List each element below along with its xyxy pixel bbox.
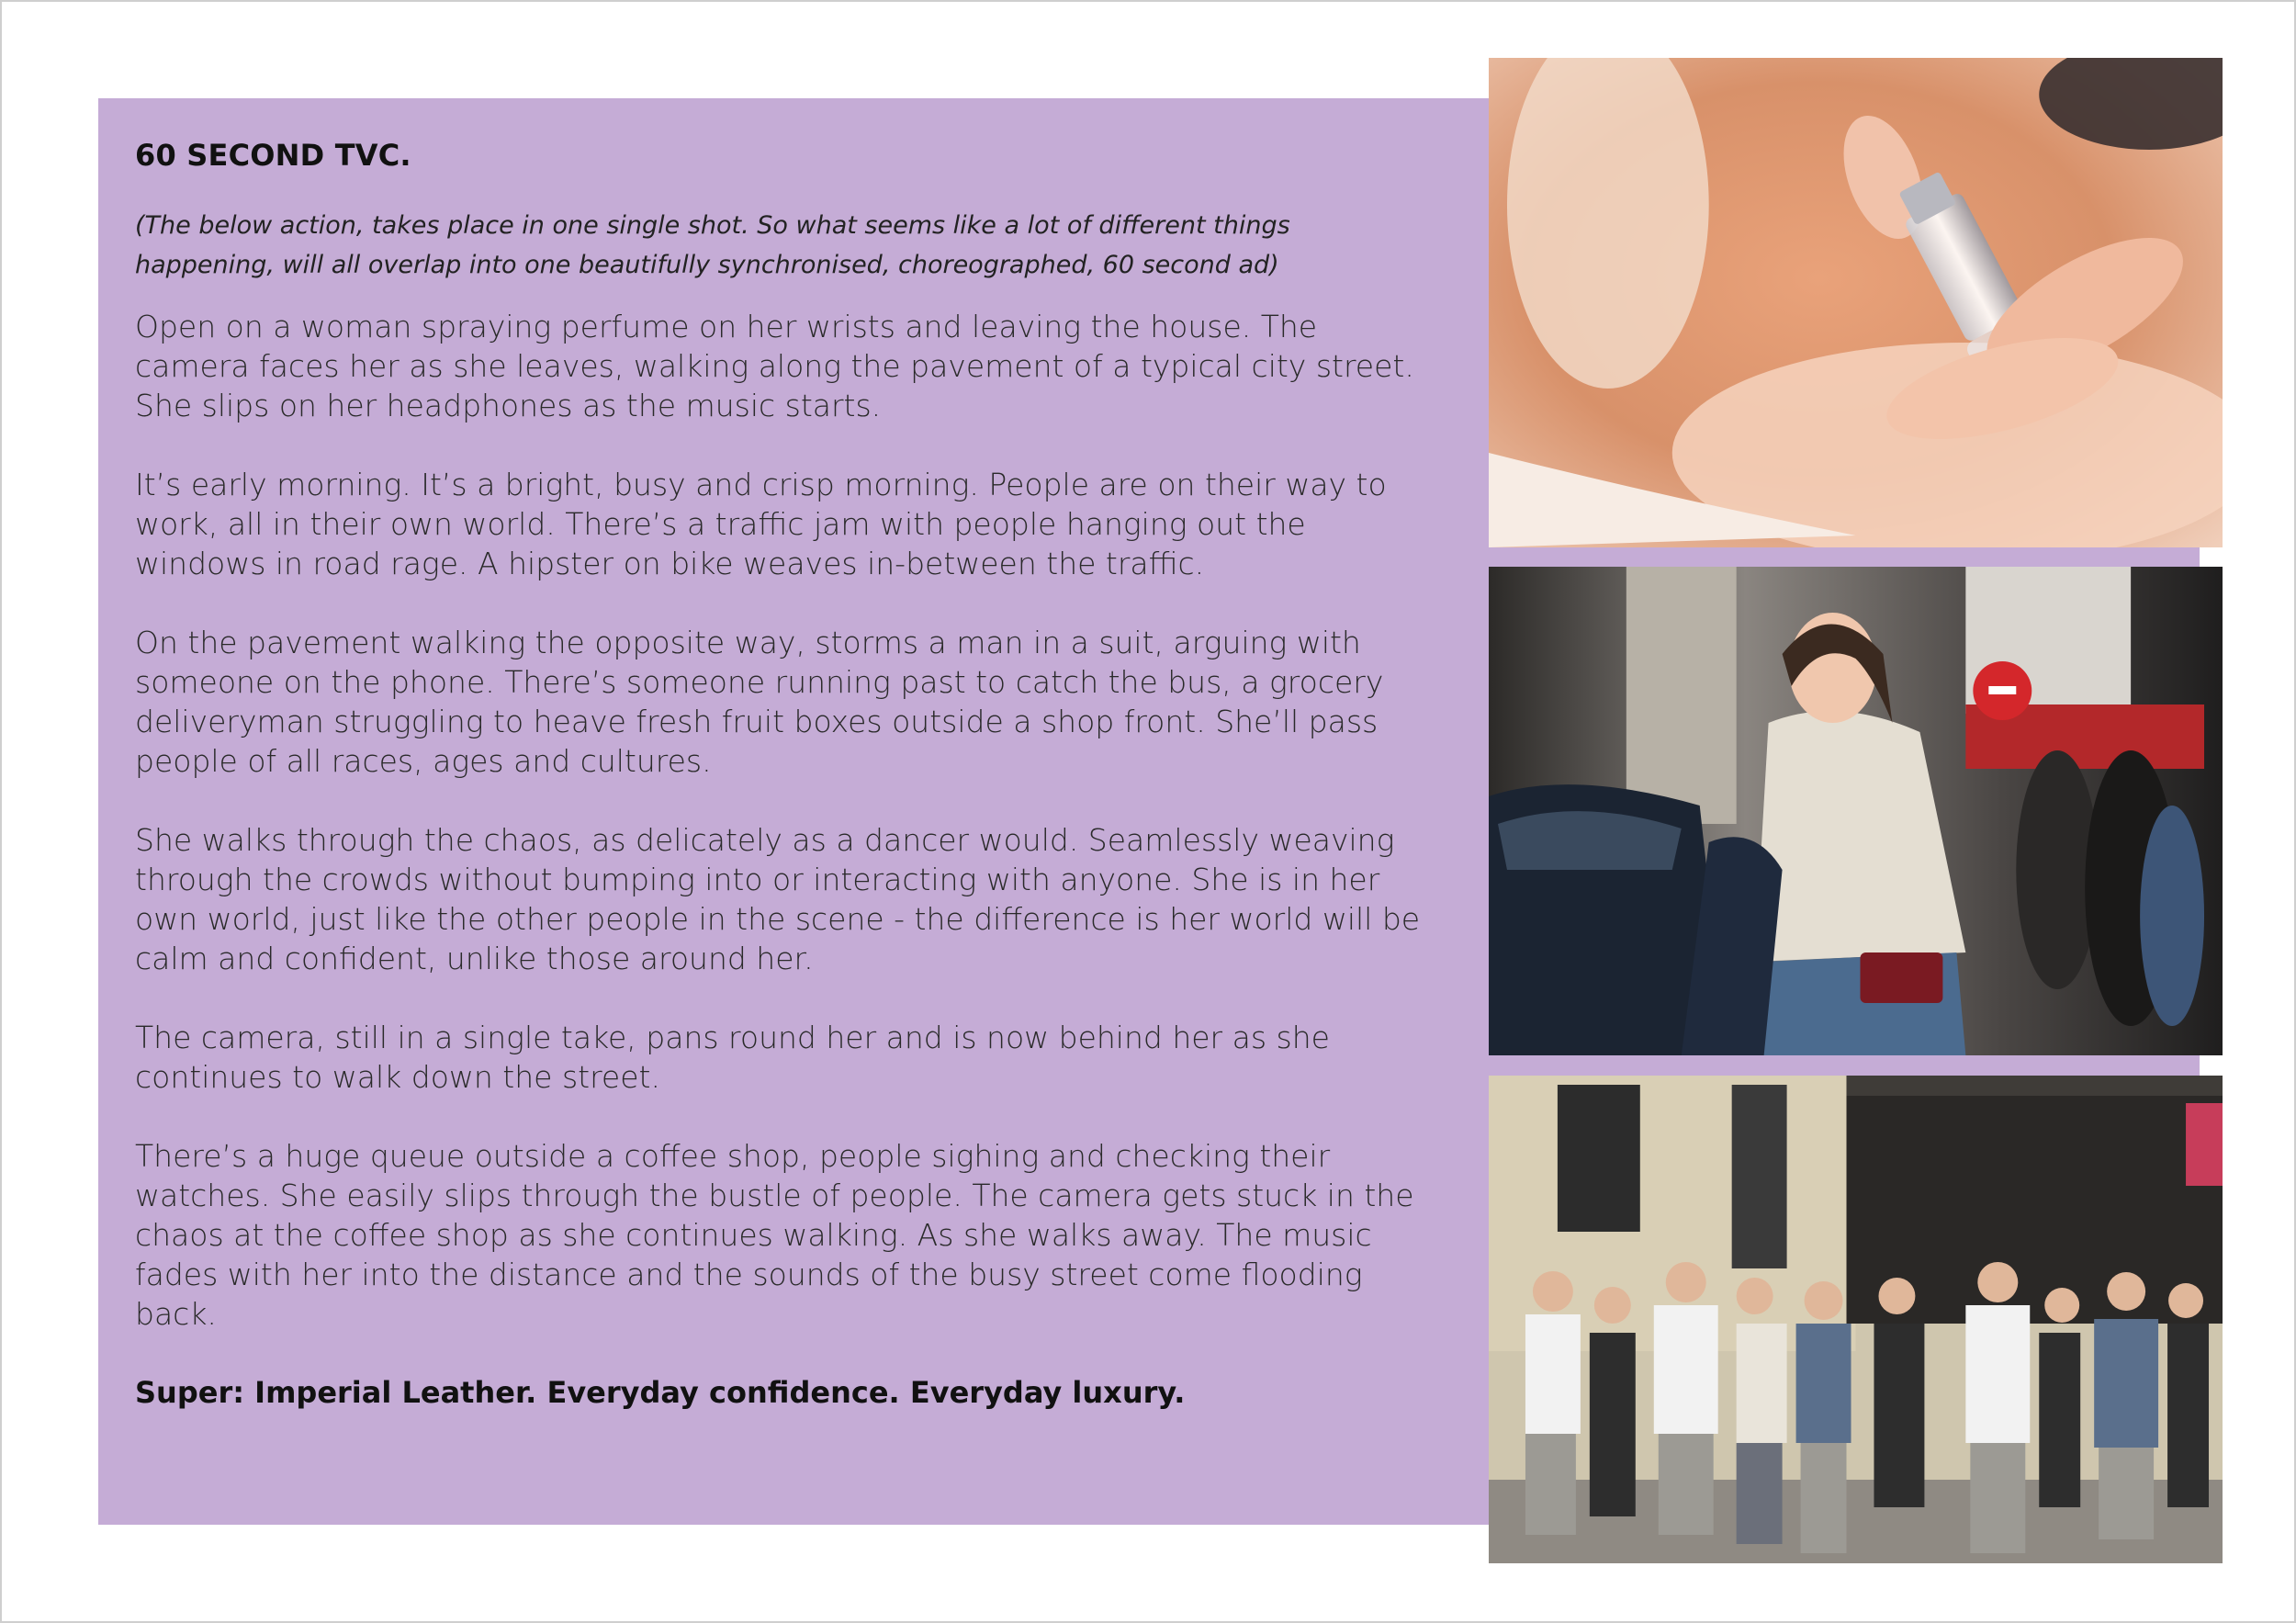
production-note: (The below action, takes place in one single shot. So what seems like a lot of different things happening, will all overlap into one beautifully synchronised, choreographed, 60 second ad) [135, 211, 1290, 279]
paragraph-1: Open on a woman spraying perfume on her wrists and leaving the house. The camera faces her as she leaves, walking along the pavement of a typical city street. She slips on her headphones as the music starts. [135, 309, 1414, 423]
page-title: 60 SECOND TVC. [135, 138, 411, 173]
super-tagline: Super: Imperial Leather. Everyday confidence. Everyday luxury. [135, 1375, 1186, 1410]
perfume-photo [1489, 58, 2223, 547]
coffee-queue-photo [1489, 1076, 2223, 1563]
paragraph-6: There’s a huge queue outside a coffee shop, people sighing and checking their watches. She easily slips through the bustle of people. The camera gets stuck in the chaos at the coffee shop as she continues walking. As she walks away. The music fades with her into the distance and the sounds of the busy street come flooding back. [135, 1138, 1414, 1332]
panel-strip-2 [1488, 1052, 2200, 1077]
paragraph-4: She walks through the chaos, as delicately as a dancer would. Seamlessly weaving through the crowds without bumping into or interacting with anyone. She is in her own world, just like the other people in the scene - the difference is her world will be calm and confident, unlike those around her. [135, 822, 1421, 976]
paragraph-3: On the pavement walking the opposite way, storms a man in a suit, arguing with someone on the phone. There’s someone running past to catch the bus, a grocery deliveryman struggling to heave fresh fruit boxes outside a shop front. She’ll pass people of all races, ages and cultures. [135, 625, 1384, 779]
street-woman-photo [1489, 567, 2223, 1055]
paragraph-2: It’s early morning. It’s a bright, busy and crisp morning. People are on their way to work, all in their own world. There’s a traffic jam with people hanging out the windows in road rage. A hipster on bike weaves in-between the traffic. [135, 467, 1387, 581]
paragraph-5: The camera, still in a single take, pans round her and is now behind her as she continues to walk down the street. [135, 1020, 1330, 1095]
script-text [135, 138, 1421, 1413]
